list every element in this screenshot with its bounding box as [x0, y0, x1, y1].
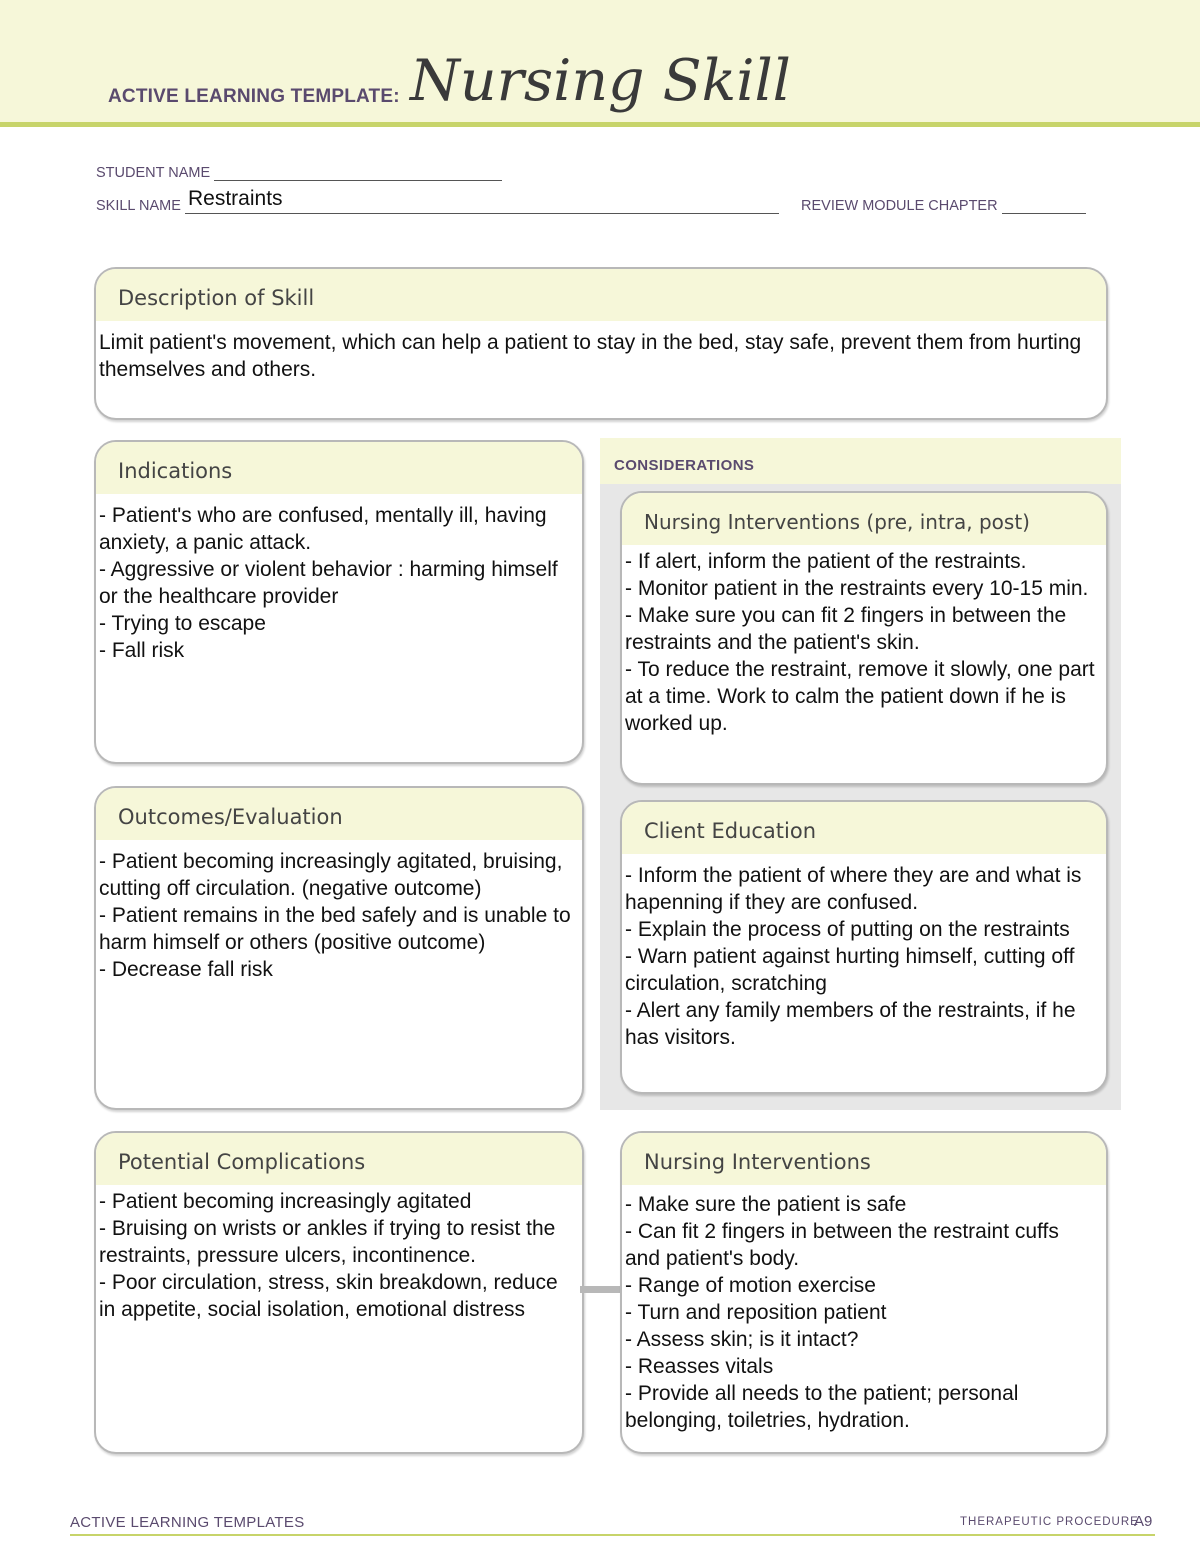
- description-box: [94, 267, 1108, 420]
- indications-text[interactable]: - Patient's who are confused, mentally ill, having anxiety, a panic attack. - Aggressive or violent behavior : harming himself or the healthcare provider - Trying to escape - Fall risk: [99, 504, 558, 662]
- footer-page-number: A9: [1134, 1513, 1153, 1530]
- nursing-interventions-box: [620, 1131, 1108, 1454]
- description-text[interactable]: Limit patient's movement, which can help a patient to stay in the bed, stay safe, prevent them from hurting themselves and others.: [99, 331, 1088, 381]
- description-title: Description of Skill: [96, 269, 1106, 321]
- template-label: ACTIVE LEARNING TEMPLATE:: [108, 86, 400, 107]
- template-title: Nursing Skill: [410, 48, 791, 114]
- client-education-title: Client Education: [622, 802, 1106, 854]
- nursing-interventions-pre-text[interactable]: - If alert, inform the patient of the restraints. - Monitor patient in the restraints every 10-15 min. - Make sure you can fit 2 fingers in between the restraints and the patient's skin. - To reduce the restraint, remove it slowly, one part at a time. Work to calm the patient down if he is worked up.: [625, 550, 1095, 735]
- nursing-interventions-title: Nursing Interventions: [622, 1133, 1106, 1185]
- connector-bar: [580, 1286, 622, 1293]
- student-name-row: [96, 165, 502, 181]
- outcomes-title: Outcomes/Evaluation: [96, 788, 582, 840]
- review-module-row: [801, 198, 1086, 214]
- indications-title: Indications: [96, 442, 582, 494]
- considerations-label: CONSIDERATIONS: [614, 457, 755, 474]
- footer-templates-label: ACTIVE LEARNING TEMPLATES: [70, 1514, 305, 1531]
- skill-name-field[interactable]: [185, 213, 779, 214]
- student-name-label: STUDENT NAME: [96, 165, 211, 181]
- skill-name-label: SKILL NAME: [96, 198, 181, 214]
- complications-box: [94, 1131, 584, 1454]
- outcomes-text[interactable]: - Patient becoming increasingly agitated, bruising, cutting off circulation. (negative outcome) - Patient remains in the bed safely and is unable to harm himself or others (positive outcome) - Decrease fall risk: [99, 850, 571, 981]
- header-divider: [0, 122, 1200, 127]
- complications-text[interactable]: - Patient becoming increasingly agitated - Bruising on wrists or ankles if trying to resist the restraints, pressure ulcers, incontinence. - Poor circulation, stress, skin breakdown, reduce in appetite, social isolation, emotional distress: [99, 1190, 558, 1321]
- outcomes-box: [94, 786, 584, 1110]
- client-education-box: [620, 800, 1108, 1094]
- complications-title: Potential Complications: [96, 1133, 582, 1185]
- review-module-label: REVIEW MODULE CHAPTER: [801, 198, 998, 214]
- student-name-field[interactable]: [214, 180, 502, 181]
- review-module-field[interactable]: [1002, 213, 1086, 214]
- nursing-interventions-pre-box: [620, 491, 1108, 785]
- nursing-interventions-text[interactable]: - Make sure the patient is safe - Can fit 2 fingers in between the restraint cuffs and patient's body. - Range of motion exercise - Turn and reposition patient - Assess skin; is it intact? - Reasses vitals - Provide all needs to the patient; personal belonging, toiletries, hydration.: [625, 1193, 1059, 1432]
- client-education-text[interactable]: - Inform the patient of where they are and what is hapenning if they are confused. - Explain the process of putting on the restraints - Warn patient against hurting himself, cutting off circulation, scratching - Alert any family members of the restraints, if he has visitors.: [625, 864, 1082, 1049]
- skill-name-value: Restraints: [188, 187, 283, 210]
- footer-divider: [70, 1534, 1155, 1536]
- footer-procedure-label: THERAPEUTIC PROCEDURE: [960, 1516, 1139, 1528]
- indications-box: [94, 440, 584, 764]
- nursing-interventions-pre-title: Nursing Interventions (pre, intra, post): [622, 493, 1106, 545]
